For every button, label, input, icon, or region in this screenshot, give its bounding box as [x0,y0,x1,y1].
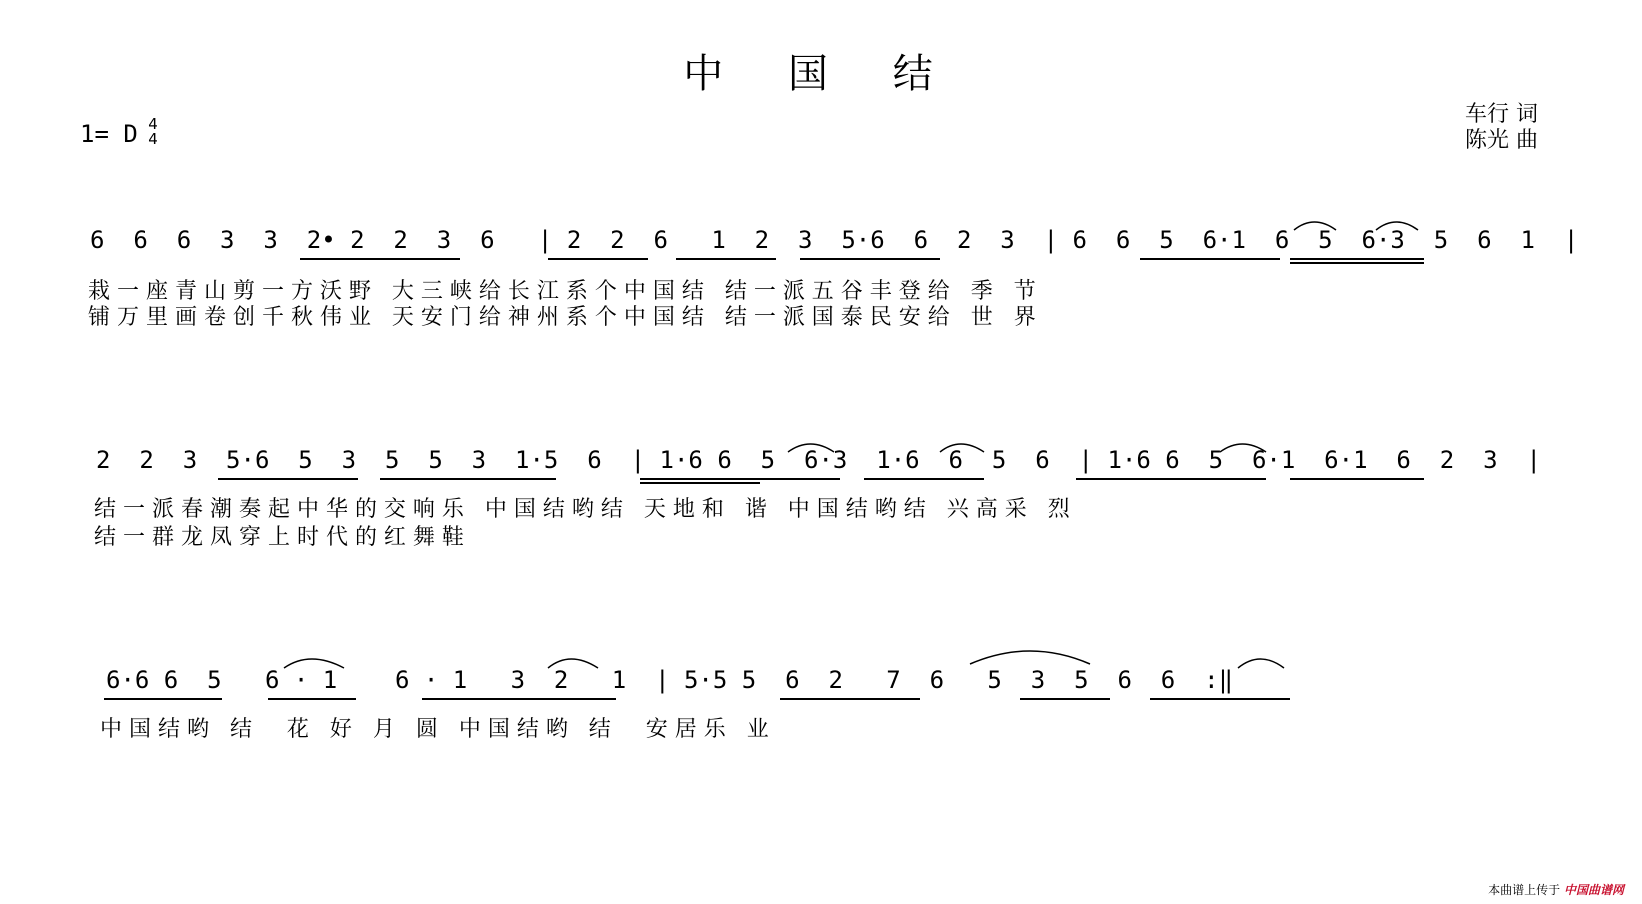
lyric-line-1-verse-1: 栽 一 座 青 山 剪 一 方 沃 野 大 三 峡 给 长 江 系 个 中 国 结 结 一 派 五 谷 丰 登 给 季 节 [88,279,1036,304]
beam [1290,258,1424,260]
lyric-line-3-verse-1: 中 国 结 哟 结 花 好 月 圆 中 国 结 哟 结 安 居 乐 业 [100,717,769,742]
time-signature-bottom: 4 [148,130,158,148]
beam [1140,258,1280,260]
beam [1020,698,1110,700]
notation-line-2: 2 2 3 5·6 5 3 5 5 3 1·5 6 | 1·6 6 5 6·3 1·6 6 5 6 | 1·6 6 5 6·1 6·1 6 2 3 | [96,446,1541,474]
beam [1290,262,1424,264]
page-title: 中 国 结 [683,51,959,97]
beam [218,478,358,480]
time-signature-top: 4 [148,115,158,133]
credits [1465,102,1538,154]
lyric-line-2-verse-2: 结 一 群 龙 凤 穿 上 时 代 的 红 舞 鞋 [94,525,464,550]
beam [640,478,840,480]
beam [676,258,776,260]
beam [300,258,460,260]
slur-marks [1290,210,1430,234]
notation-line-1: 6 6 6 3 3 2• 2 2 3 6 | 2 2 6 1 2 3 5·6 6 2 3 | 6 6 5 6·1 6 5 6·3 5 6 1 | [90,226,1579,254]
slur-marks [780,432,1300,456]
lyric-line-1-verse-2: 铺 万 里 画 卷 创 千 秋 伟 业 天 安 门 给 神 州 系 个 中 国 结 结 一 派 国 泰 民 安 给 世 界 [88,305,1036,330]
beam [422,698,616,700]
beam [1076,478,1266,480]
key-signature: 1= D [80,120,138,148]
beam [1290,478,1424,480]
beam [1150,698,1290,700]
lyric-line-2-verse-1: 结 一 派 春 潮 奏 起 中 华 的 交 响 乐 中 国 结 哟 结 天 地 和 谐 中 国 结 哟 结 兴 高 采 烈 [94,497,1070,522]
beam [800,258,940,260]
beam [548,258,648,260]
composer-credit: 陈光 曲 [1465,128,1538,153]
beam [268,698,356,700]
beam [380,478,556,480]
footer-credit [1488,881,1624,898]
beam [640,482,760,484]
beam [864,478,984,480]
site-logo: 中国曲谱网 [1563,883,1624,897]
beam [780,698,920,700]
footer-text: 本曲谱上传于 [1488,883,1561,897]
notation-line-3: 6·6 6 5 6 · 1 6 · 1 3 2 1 | 5·5 5 6 2 7 6 5 3 5 6 6 :‖ [106,666,1234,694]
time-signature [145,117,161,147]
slur-marks [280,644,1320,674]
lyricist-credit: 车行 词 [1465,102,1538,127]
beam [104,698,222,700]
